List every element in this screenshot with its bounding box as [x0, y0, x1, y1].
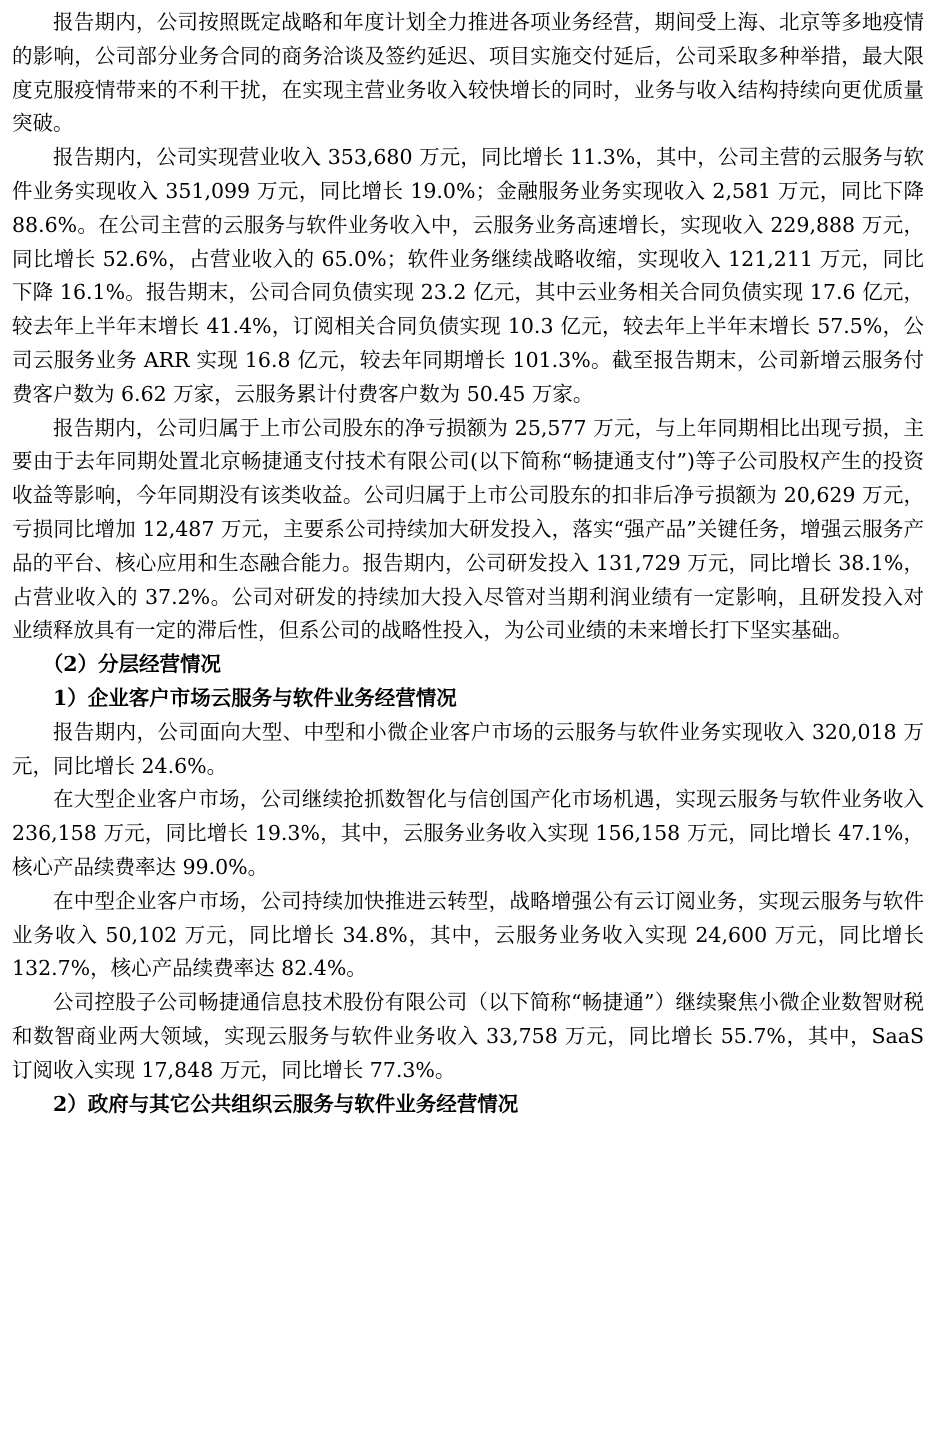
paragraph-medium-enterprise: 在中型企业客户市场，公司持续加快推进云转型，战略增强公有云订阅业务，实现云服务与软件业务收入 50,102 万元，同比增长 34.8%，其中，云服务业务收入实现 24,600 万元，同比增长 132.7%，核心产品续费率达 82.4%。: [12, 888, 924, 981]
section-heading-layered-operations: （2）分层经营情况: [42, 652, 222, 677]
paragraph-revenue: 报告期内，公司实现营业收入 353,680 万元，同比增长 11.3%，其中，公司主营的云服务与软件业务实现收入 351,099 万元，同比增长 19.0%；金融服务业务实现收入 2,581 万元，同比下降 88.6%。在公司主营的云服务与软件业务收入中，云服务业务高速增长，实现收入 229,888 万元，同比增长 52.6%，占营业收入的 65.0%；软件业务继续战略收缩，实现收入 121,211 万元，同比下降 16.1%。报告期末，公司合同负债实现 23.2 亿元，其中云业务相关合同负债实现 17.6 亿元，较去年上半年末增长 41.4%，订阅相关合同负债实现 10.3 亿元，较去年上半年末增长 57.5%，公司云服务业务 ARR 实现 16.8 亿元，较去年同期增长 101.3%。截至报告期末，公司新增云服务付费客户数为 6.62 万家，云服务累计付费客户数为 50.45 万家。: [12, 145, 924, 406]
subsection-heading-government: 2）政府与其它公共组织云服务与软件业务经营情况: [53, 1091, 519, 1116]
paragraph-net-loss: 报告期内，公司归属于上市公司股东的净亏损额为 25,577 万元，与上年同期相比出现亏损，主要由于去年同期处置北京畅捷通支付技术有限公司(以下简称“畅捷通支付”)等子公司股权产生的投资收益等影响，今年同期没有该类收益。公司归属于上市公司股东的扣非后净亏损额为 20,629 万元，亏损同比增加 12,487 万元，主要系公司持续加大研发投入，落实“强产品”关键任务，增强云服务产品的平台、核心应用和生态融合能力。报告期内，公司研发投入 131,729 万元，同比增长 38.1%，占营业收入的 37.2%。公司对研发的持续加大投入尽管对当期利润业绩有一定影响，且研发投入对业绩释放具有一定的滞后性，但系公司的战略性投入，为公司业绩的未来增长打下坚实基础。: [12, 415, 924, 643]
paragraph-strategy: 报告期内，公司按照既定战略和年度计划全力推进各项业务经营，期间受上海、北京等多地疫情的影响，公司部分业务合同的商务洽谈及签约延迟、项目实施交付延后，公司采取多种举措，最大限度克服疫情带来的不利干扰，在实现主营业务收入较快增长的同时，业务与收入结构持续向更优质量突破。: [12, 10, 924, 136]
paragraph-chanjet: 公司控股子公司畅捷通信息技术股份有限公司（以下简称“畅捷通”）继续聚焦小微企业数智财税和数智商业两大领域，实现云服务与软件业务收入 33,758 万元，同比增长 55.7%，其中，SaaS 订阅收入实现 17,848 万元，同比增长 77.3%。: [12, 990, 924, 1082]
paragraph-large-enterprise: 在大型企业客户市场，公司继续抢抓数智化与信创国产化市场机遇，实现云服务与软件业务收入 236,158 万元，同比增长 19.3%，其中，云服务业务收入实现 156,158 万元，同比增长 47.1%，核心产品续费率达 99.0%。: [12, 787, 924, 879]
paragraph-enterprise-summary: 报告期内，公司面向大型、中型和小微企业客户市场的云服务与软件业务实现收入 320,018 万元，同比增长 24.6%。: [12, 719, 924, 778]
subsection-heading-enterprise: 1）企业客户市场云服务与软件业务经营情况: [53, 685, 457, 710]
document-page: [12, 6, 924, 1121]
